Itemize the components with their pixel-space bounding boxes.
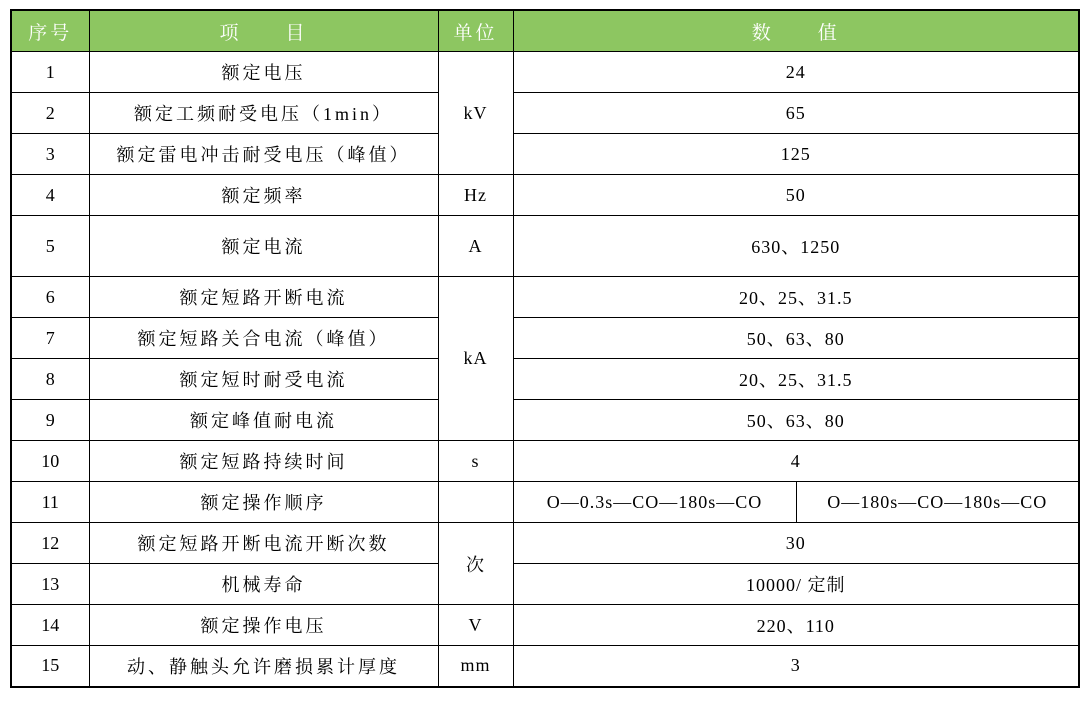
table-row [11,359,1079,400]
unit-cell-empty [438,482,513,523]
item-cell: 额定短路关合电流（峰值） [89,318,438,359]
item-cell: 额定操作顺序 [89,482,438,523]
table-row [11,646,1079,687]
serial-cell: 1 [11,52,89,93]
value-cell: 65 [513,93,1079,134]
value-cell: 20、25、31.5 [513,277,1079,318]
value-cell: 10000/ 定制 [513,564,1079,605]
value-cell: 30 [513,523,1079,564]
serial-cell: 10 [11,441,89,482]
specification-table [10,9,1080,688]
table-row [11,93,1079,134]
serial-cell: 8 [11,359,89,400]
value-cell-sequence-left: O—0.3s—CO—180s—CO [513,482,796,523]
unit-cell-ka: kA [438,277,513,441]
value-cell: 50 [513,175,1079,216]
table-header-row [11,10,1079,52]
value-cell: 20、25、31.5 [513,359,1079,400]
item-cell: 额定操作电压 [89,605,438,646]
serial-cell: 4 [11,175,89,216]
table-row [11,523,1079,564]
item-cell: 机械寿命 [89,564,438,605]
header-unit: 单位 [438,10,513,52]
header-value: 数 值 [513,10,1079,52]
value-cell: 50、63、80 [513,318,1079,359]
serial-cell: 7 [11,318,89,359]
value-cell-sequence-right: O—180s—CO—180s—CO [796,482,1079,523]
table-row [11,318,1079,359]
item-cell: 额定电压 [89,52,438,93]
header-serial: 序号 [11,10,89,52]
item-cell: 额定峰值耐电流 [89,400,438,441]
unit-cell-kv: kV [438,52,513,175]
serial-cell: 5 [11,216,89,277]
item-cell: 额定频率 [89,175,438,216]
value-cell: 125 [513,134,1079,175]
serial-cell: 11 [11,482,89,523]
serial-cell: 13 [11,564,89,605]
value-cell: 4 [513,441,1079,482]
table-row [11,277,1079,318]
item-cell: 动、静触头允许磨损累计厚度 [89,646,438,687]
serial-cell: 9 [11,400,89,441]
serial-cell: 2 [11,93,89,134]
table-row [11,134,1079,175]
unit-cell-ci: 次 [438,523,513,605]
table-row [11,175,1079,216]
value-cell: 3 [513,646,1079,687]
serial-cell: 3 [11,134,89,175]
item-cell: 额定工频耐受电压（1min） [89,93,438,134]
table-row [11,216,1079,277]
unit-cell-mm: mm [438,646,513,687]
item-cell: 额定短时耐受电流 [89,359,438,400]
serial-cell: 12 [11,523,89,564]
table-row [11,400,1079,441]
unit-cell-a: A [438,216,513,277]
value-cell: 50、63、80 [513,400,1079,441]
item-cell: 额定短路开断电流 [89,277,438,318]
serial-cell: 15 [11,646,89,687]
header-item: 项 目 [89,10,438,52]
table-row [11,564,1079,605]
table-row [11,482,1079,523]
item-cell: 额定电流 [89,216,438,277]
table-row [11,605,1079,646]
item-cell: 额定雷电冲击耐受电压（峰值） [89,134,438,175]
serial-cell: 6 [11,277,89,318]
serial-cell: 14 [11,605,89,646]
unit-cell-v: V [438,605,513,646]
item-cell: 额定短路开断电流开断次数 [89,523,438,564]
unit-cell-hz: Hz [438,175,513,216]
unit-cell-s: s [438,441,513,482]
value-cell: 220、110 [513,605,1079,646]
item-cell: 额定短路持续时间 [89,441,438,482]
value-cell: 24 [513,52,1079,93]
table-row [11,52,1079,93]
value-cell: 630、1250 [513,216,1079,277]
table-row [11,441,1079,482]
